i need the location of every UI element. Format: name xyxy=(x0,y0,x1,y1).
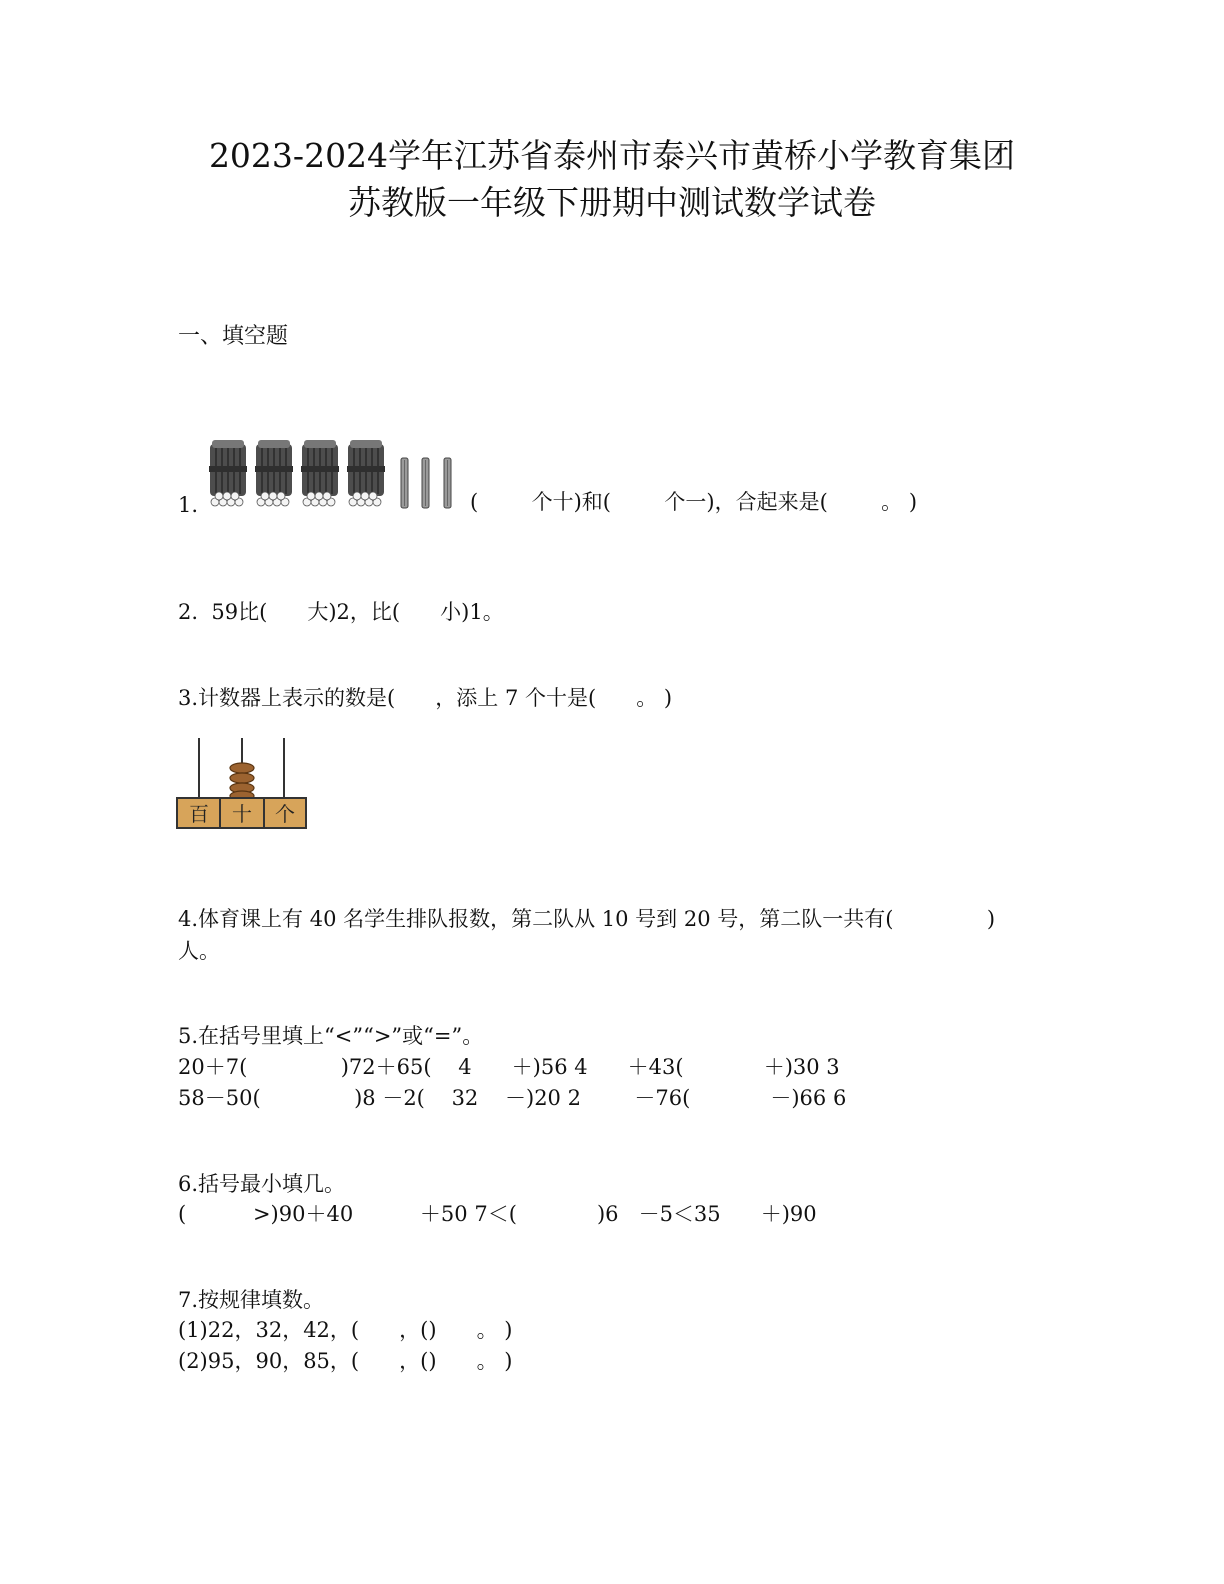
question-5-row-1: 20＋7( )72＋65( 4 ＋)56 4 ＋43( ＋)30 3 xyxy=(178,1055,840,1079)
abacus-label-ones: 个 xyxy=(275,802,295,826)
abacus-label-hundreds: 百 xyxy=(189,802,209,826)
question-3-text: 3.计数器上表示的数是( ，添上 7 个十是( 。 ) xyxy=(178,686,673,710)
page-title-line-1: 2023-2024学年江苏省泰州市泰兴市黄桥小学教育集团 xyxy=(208,136,1016,175)
bundles-of-sticks-icon xyxy=(208,436,460,512)
question-6-row-1: ( >)90＋40 ＋50 7＜( )6 －5＜35 ＋)90 xyxy=(178,1202,817,1226)
section-heading: 一、填空题 xyxy=(178,324,289,349)
question-4-line-1: 4.体育课上有 40 名学生排队报数，第二队从 10 号到 20 号，第二队一共有( ) xyxy=(178,907,996,931)
question-2-text: 2. 59比( 大)2，比( 小)1。 xyxy=(178,600,504,624)
question-4-line-2: 人。 xyxy=(178,939,220,963)
question-7-row-2: (2)95，90，85，( ，() 。 ) xyxy=(178,1349,513,1373)
question-7-row-1: (1)22，32，42，( ，() 。 ) xyxy=(178,1318,513,1342)
question-1-text: ( 个十)和( 个一)，合起来是( 。 ) xyxy=(470,490,918,514)
question-5-row-2: 58－50( )8 －2( 32 －)20 2 －76( －)66 6 xyxy=(178,1086,847,1110)
abacus-label-tens: 十 xyxy=(232,802,252,826)
page-title-line-2: 苏教版一年级下册期中测试数学试卷 xyxy=(348,183,876,222)
question-1-number: 1. xyxy=(178,493,199,517)
question-6-heading: 6.括号最小填几。 xyxy=(178,1172,346,1196)
question-7-heading: 7.按规律填数。 xyxy=(178,1288,325,1312)
counting-frame-icon xyxy=(176,736,308,830)
question-5-heading: 5.在括号里填上“<”“>”或“=”。 xyxy=(178,1024,484,1048)
